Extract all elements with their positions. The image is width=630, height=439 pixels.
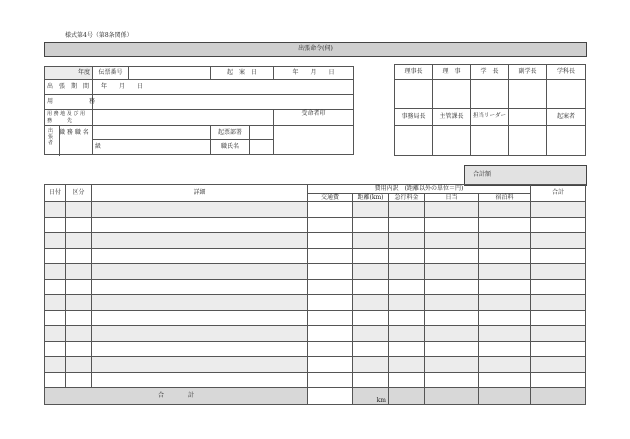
table-cell[interactable]: [353, 217, 389, 233]
table-cell[interactable]: [353, 326, 389, 342]
table-cell[interactable]: [45, 279, 66, 295]
table-cell[interactable]: [531, 357, 586, 373]
table-cell[interactable]: [308, 248, 353, 264]
table-row: [45, 233, 586, 249]
kian-busho-field[interactable]: [250, 126, 274, 140]
approval-stamp[interactable]: [395, 126, 433, 156]
col-lodging: 宿泊料: [479, 194, 531, 202]
table-cell[interactable]: [479, 295, 531, 311]
table-cell[interactable]: [92, 248, 308, 264]
table-cell[interactable]: [479, 279, 531, 295]
table-cell[interactable]: [389, 279, 425, 295]
approval-stamp[interactable]: [471, 126, 509, 156]
table-cell[interactable]: [92, 357, 308, 373]
table-cell[interactable]: [389, 310, 425, 326]
table-cell[interactable]: [66, 264, 92, 280]
approval-stamp[interactable]: [547, 126, 586, 156]
table-cell[interactable]: [353, 264, 389, 280]
table-cell[interactable]: [531, 248, 586, 264]
table-cell[interactable]: [66, 341, 92, 357]
nendo-label: 年度: [45, 67, 93, 80]
table-cell[interactable]: [308, 233, 353, 249]
table-cell[interactable]: [425, 233, 479, 249]
table-cell[interactable]: [308, 295, 353, 311]
table-cell[interactable]: [45, 217, 66, 233]
kian-bi-label: 起 案 日: [211, 67, 274, 80]
table-cell[interactable]: [389, 264, 425, 280]
table-cell[interactable]: [45, 264, 66, 280]
form-id: 様式第4号（第8条関係）: [65, 32, 133, 39]
table-cell[interactable]: [92, 295, 308, 311]
shimei-label: 職氏名: [211, 140, 250, 155]
total-amount-box[interactable]: [464, 165, 587, 186]
table-cell[interactable]: [425, 372, 479, 388]
approval-stamp[interactable]: [509, 80, 547, 109]
denpyo-no-label: 伝票番号: [93, 67, 129, 80]
table-cell[interactable]: [66, 310, 92, 326]
table-row: [45, 202, 586, 218]
table-cell[interactable]: [308, 372, 353, 388]
juryo-in-label: 受命者印: [274, 110, 354, 126]
table-cell[interactable]: [92, 202, 308, 218]
table-cell[interactable]: [308, 310, 353, 326]
table-cell[interactable]: [308, 202, 353, 218]
yomuchi-label: 用 務 地 及 び 用 務 先: [45, 110, 93, 126]
approval-stamp[interactable]: [395, 80, 433, 109]
approval-label-fukugakucho: 副学長: [509, 65, 547, 80]
table-row: [45, 326, 586, 342]
table-cell[interactable]: [479, 310, 531, 326]
approval-stamp[interactable]: [433, 126, 471, 156]
table-cell[interactable]: [45, 357, 66, 373]
col-detail: 詳細: [92, 185, 308, 202]
approval-label-tanto-leader: 担当リーダー: [471, 109, 509, 126]
table-cell[interactable]: [531, 279, 586, 295]
denpyo-no-field[interactable]: [129, 67, 211, 80]
table-cell[interactable]: [479, 326, 531, 342]
table-cell[interactable]: [308, 279, 353, 295]
col-transport: 交通費: [308, 194, 353, 202]
title-bar: [44, 42, 587, 57]
col-total: 合計: [531, 185, 586, 202]
approval-label-shukan-kacho: 主管課長: [433, 109, 471, 126]
yomuchi-field[interactable]: [93, 110, 274, 126]
table-cell[interactable]: [425, 357, 479, 373]
table-cell[interactable]: [389, 248, 425, 264]
table-cell[interactable]: [479, 217, 531, 233]
table-cell[interactable]: [308, 341, 353, 357]
shucho-kikan-field[interactable]: 年 月 日: [93, 80, 354, 95]
table-cell[interactable]: [308, 217, 353, 233]
shucho-sha-label: 出 張 者: [48, 128, 54, 146]
approval-label-empty: [509, 109, 547, 126]
table-cell[interactable]: [425, 202, 479, 218]
footer-daily: [425, 388, 479, 405]
approval-stamp[interactable]: [433, 80, 471, 109]
table-cell[interactable]: [353, 202, 389, 218]
table-cell[interactable]: [353, 310, 389, 326]
approval-label-kiansha: 起案者: [547, 109, 586, 126]
divider: [59, 125, 61, 156]
table-cell[interactable]: [45, 202, 66, 218]
approval-label-jimukyokucho: 事務局長: [395, 109, 433, 126]
table-row: [45, 310, 586, 326]
table-cell[interactable]: [45, 326, 66, 342]
table-cell[interactable]: [479, 372, 531, 388]
approval-stamp[interactable]: [547, 80, 586, 109]
table-cell[interactable]: [66, 372, 92, 388]
footer-distance-unit: km: [353, 388, 389, 405]
approval-label-gakkacho: 学科長: [547, 65, 586, 80]
shokumei-field[interactable]: [93, 126, 211, 140]
table-cell[interactable]: [389, 233, 425, 249]
table-cell[interactable]: [92, 372, 308, 388]
table-cell[interactable]: [479, 248, 531, 264]
table-cell[interactable]: [92, 326, 308, 342]
approval-table: [394, 64, 586, 156]
table-cell[interactable]: [425, 279, 479, 295]
table-cell[interactable]: [353, 357, 389, 373]
table-cell[interactable]: [353, 341, 389, 357]
table-cell[interactable]: [45, 310, 66, 326]
table-cell[interactable]: [92, 217, 308, 233]
yomu-field[interactable]: [93, 95, 354, 110]
table-cell[interactable]: [353, 372, 389, 388]
table-cell[interactable]: [66, 279, 92, 295]
table-cell[interactable]: [92, 341, 308, 357]
table-cell[interactable]: [66, 326, 92, 342]
table-cell[interactable]: [531, 233, 586, 249]
table-cell[interactable]: [389, 217, 425, 233]
table-cell[interactable]: [531, 341, 586, 357]
table-cell[interactable]: [353, 295, 389, 311]
table-row: [45, 372, 586, 388]
table-cell[interactable]: [389, 295, 425, 311]
table-cell[interactable]: [425, 326, 479, 342]
table-cell[interactable]: [45, 233, 66, 249]
table-row: [45, 295, 586, 311]
kyu-label: 級: [93, 140, 211, 155]
table-cell[interactable]: [308, 326, 353, 342]
table-cell[interactable]: [425, 310, 479, 326]
table-cell[interactable]: [479, 264, 531, 280]
table-cell[interactable]: [353, 279, 389, 295]
col-cost-group: 費用内訳 (距離以外の単位＝円): [308, 185, 531, 194]
shucho-kikan-label: 出 張 期 間: [45, 80, 93, 95]
table-row: [45, 217, 586, 233]
table-cell[interactable]: [531, 217, 586, 233]
table-cell[interactable]: [425, 248, 479, 264]
table-cell[interactable]: [45, 372, 66, 388]
kian-busho-label: 起票部署: [211, 126, 250, 140]
table-cell[interactable]: [308, 264, 353, 280]
expense-table: [44, 184, 586, 405]
footer-total-label: 合 計: [45, 388, 308, 405]
table-cell[interactable]: [479, 202, 531, 218]
footer-transport: [308, 388, 353, 405]
page-title: 出張命令(伺): [298, 45, 333, 52]
table-cell[interactable]: [66, 248, 92, 264]
table-cell[interactable]: [531, 202, 586, 218]
table-cell[interactable]: [531, 326, 586, 342]
table-cell[interactable]: [66, 233, 92, 249]
shucho-sha-cell: [45, 126, 93, 155]
table-cell[interactable]: [92, 264, 308, 280]
approval-label-rijicho: 理事長: [395, 65, 433, 80]
shokumei-label: 職 務 職 名: [59, 129, 89, 136]
col-distance: 距離(km): [353, 194, 389, 202]
table-cell[interactable]: [425, 264, 479, 280]
info-table: [44, 66, 354, 155]
table-cell[interactable]: [45, 341, 66, 357]
table-cell[interactable]: [66, 295, 92, 311]
table-cell[interactable]: [531, 264, 586, 280]
total-amount-label: 合計額: [473, 171, 492, 178]
table-cell[interactable]: [531, 372, 586, 388]
table-cell[interactable]: [92, 279, 308, 295]
table-cell[interactable]: [92, 310, 308, 326]
table-cell[interactable]: [45, 248, 66, 264]
table-cell[interactable]: [66, 357, 92, 373]
table-cell[interactable]: [425, 295, 479, 311]
col-date: 日付: [45, 185, 66, 202]
approval-stamp[interactable]: [471, 80, 509, 109]
table-cell[interactable]: [353, 248, 389, 264]
approval-label-gakucho: 学 長: [471, 65, 509, 80]
table-cell[interactable]: [66, 202, 92, 218]
table-cell[interactable]: [389, 357, 425, 373]
table-cell[interactable]: [531, 295, 586, 311]
table-row: [45, 357, 586, 373]
table-row: [45, 341, 586, 357]
footer-total: [531, 388, 586, 405]
footer-toll: [389, 388, 425, 405]
table-cell[interactable]: [92, 233, 308, 249]
table-cell[interactable]: [45, 295, 66, 311]
table-cell[interactable]: [479, 357, 531, 373]
table-cell[interactable]: [389, 202, 425, 218]
table-cell[interactable]: [531, 310, 586, 326]
table-cell[interactable]: [425, 217, 479, 233]
table-cell[interactable]: [389, 326, 425, 342]
approval-stamp[interactable]: [509, 126, 547, 156]
table-cell[interactable]: [66, 217, 92, 233]
kian-bi-field[interactable]: 年 月 日: [274, 67, 354, 80]
table-cell[interactable]: [308, 357, 353, 373]
approval-label-riji: 理 事: [433, 65, 471, 80]
yomu-label: 用 務: [45, 95, 93, 110]
table-cell[interactable]: [389, 372, 425, 388]
table-cell[interactable]: [479, 341, 531, 357]
col-daily: 日当: [425, 194, 479, 202]
table-row: [45, 248, 586, 264]
footer-lodging: [479, 388, 531, 405]
table-cell[interactable]: [479, 233, 531, 249]
col-toll: 急行料金: [389, 194, 425, 202]
table-cell[interactable]: [389, 341, 425, 357]
table-cell[interactable]: [353, 233, 389, 249]
table-row: [45, 264, 586, 280]
col-category: 区分: [66, 185, 92, 202]
shimei-field[interactable]: [250, 140, 274, 155]
table-row: [45, 279, 586, 295]
juryo-in-field[interactable]: [274, 126, 354, 155]
table-cell[interactable]: [425, 341, 479, 357]
